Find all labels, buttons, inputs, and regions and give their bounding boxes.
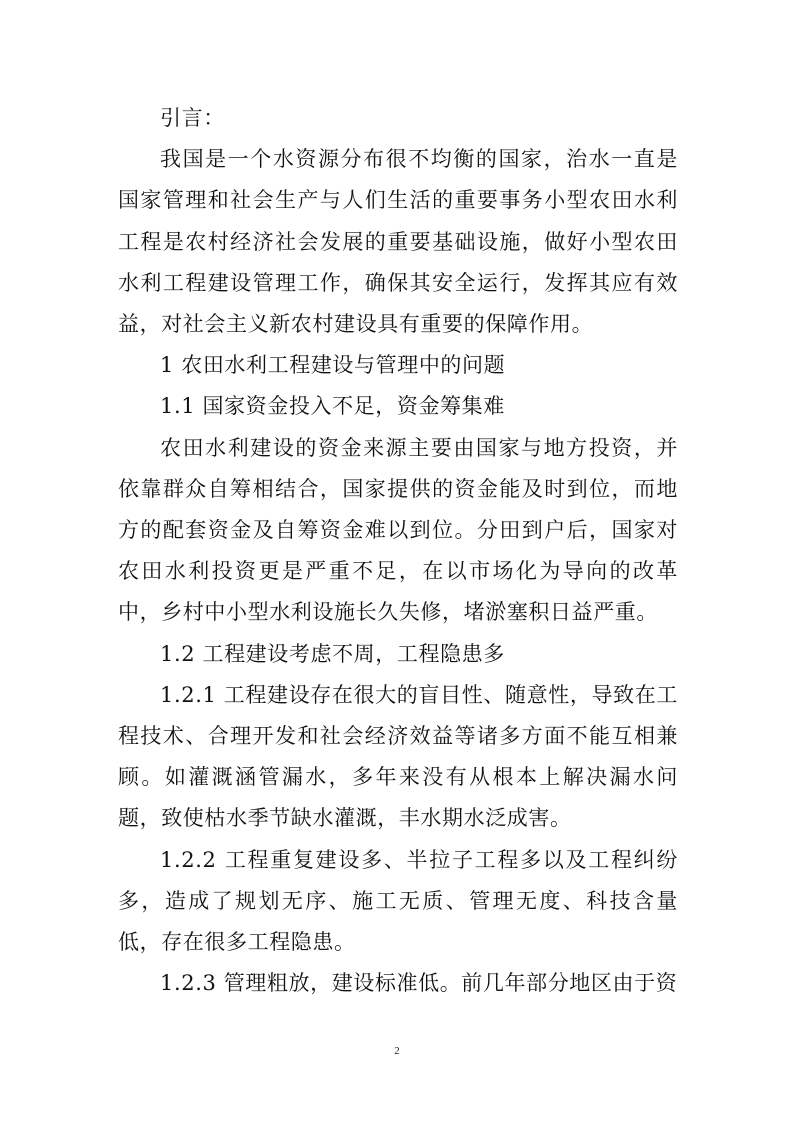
paragraph-intro-body: 我国是一个水资源分布很不均衡的国家，治水一直是国家管理和社会生产与人们生活的重要事务小型农田水利工程是农村经济社会发展的重要基础设施，做好小型农田水利工程建设管理工作，确保其安全运行，发挥其应有效益，对社会主义新农村建设具有重要的保障作用。: [118, 147, 678, 337]
paragraph-1-2-3: 1.2.3 管理粗放，建设标准低。前几年部分地区由于资: [160, 971, 678, 996]
paragraph-1-2-2: 1.2.2 工程重复建设多、半拉子工程多以及工程纠纷多，造成了规划无序、施工无质、管理无度、科技含量低，存在很多工程隐患。: [118, 847, 678, 955]
document-body: [118, 98, 678, 1004]
section-heading-1-2: 1.2 工程建设考虑不周，工程隐患多: [160, 641, 505, 666]
section-heading-1-1: 1.1 国家资金投入不足，资金筹集难: [160, 394, 505, 419]
paragraph-1-1-body: 农田水利建设的资金来源主要由国家与地方投资，并依靠群众自筹相结合，国家提供的资金能及时到位，而地方的配套资金及自筹资金难以到位。分田到户后，国家对农田水利投资更是严重不足，在以市场化为导向的改革中，乡村中小型水利设施长久失修，堵淤塞积日益严重。: [118, 435, 678, 625]
paragraph-intro-heading: 引言：: [160, 106, 225, 130]
paragraph-1-2-1: 1.2.1 工程建设存在很大的盲目性、随意性，导致在工程技术、合理开发和社会经济效益等诸多方面不能互相兼顾。如灌溉涵管漏水，多年来没有从根本上解决漏水问题，致使枯水季节缺水灌溉，丰水期水泛成害。: [118, 682, 678, 831]
section-heading-1: 1 农田水利工程建设与管理中的问题: [160, 353, 506, 378]
page-number: 2: [394, 1045, 400, 1057]
